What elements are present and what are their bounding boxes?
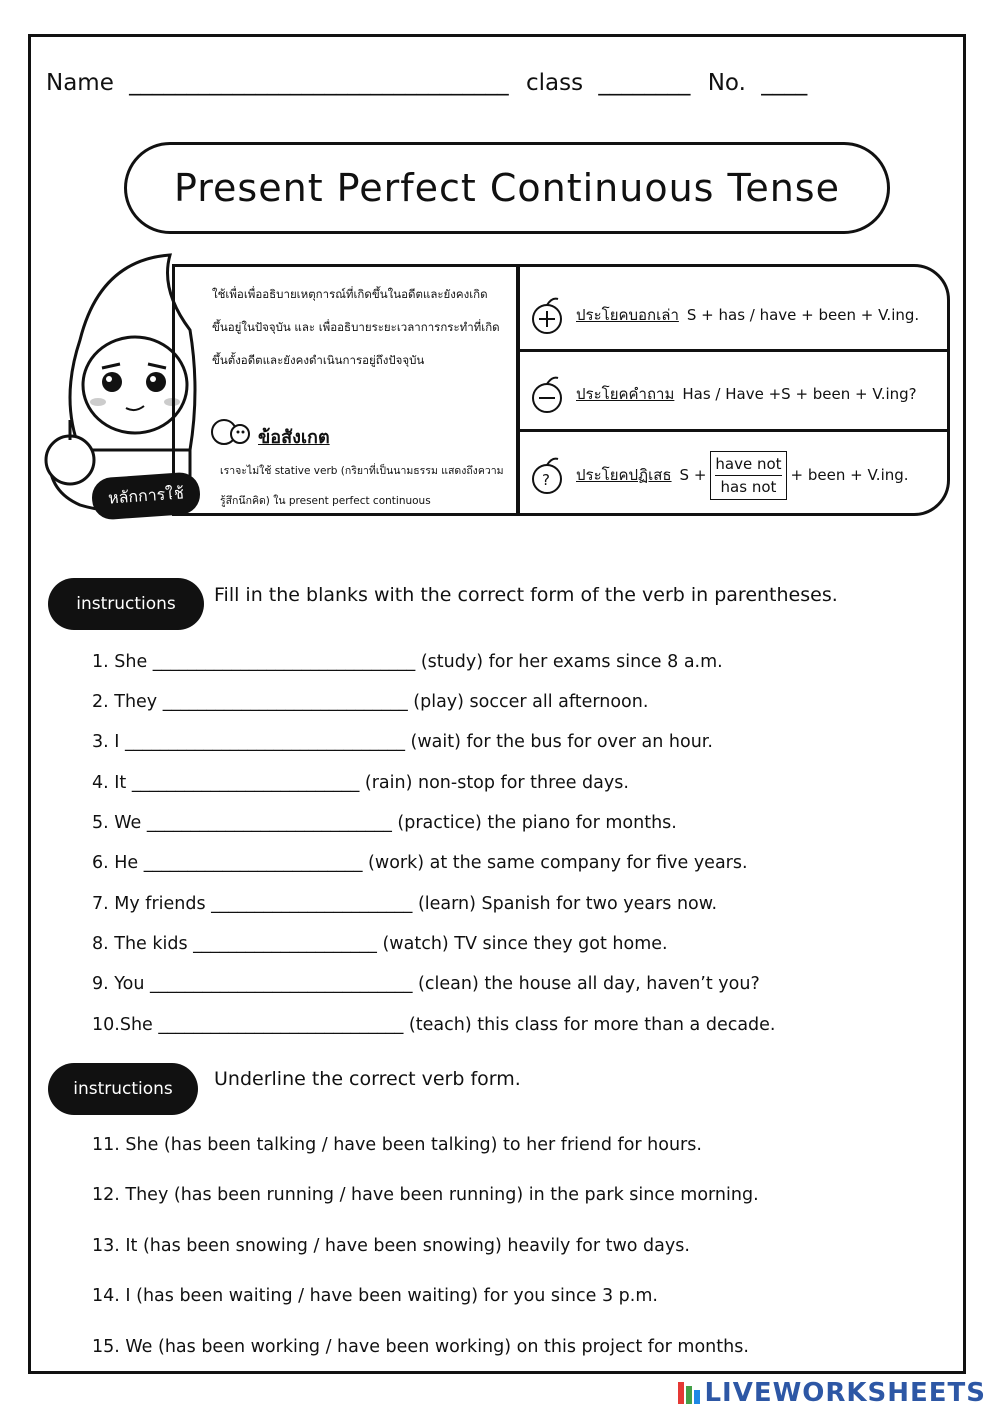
question-12[interactable]: 12. They (has been running / have been running) in the park since morning. [92,1185,759,1205]
instruction-2: Underline the correct verb form. [214,1068,521,1090]
page-title: Present Perfect Continuous Tense [124,142,890,234]
negative-suffix: + been + V.ing. [790,466,909,484]
question-6[interactable]: 6. He _________________________ (work) at the same company for five years. [92,853,748,873]
affirmative-formula: S + has / have + been + V.ing. [686,306,920,324]
question-formula: Has / Have +S + been + V.ing? [682,385,917,403]
no-label: No. [707,70,746,96]
apple-worm-icon [210,416,254,446]
question-13[interactable]: 13. It (has been snowing / have been snowing) heavily for two days. [92,1236,690,1256]
question-11[interactable]: 11. She (has been talking / have been talking) to her friend for hours. [92,1135,702,1155]
notice-title: ข้อสังเกต [258,427,330,448]
instructions-pill-1: instructions [48,578,204,630]
name-blank[interactable]: _________________________________ [129,70,509,96]
structure-negative [530,438,945,512]
rule-divider [518,349,948,352]
question-14[interactable]: 14. I (has been waiting / have been waiting) for you since 3 p.m. [92,1286,658,1306]
notice-text: เราจะไม่ใช้ stative verb (กริยาที่เป็นนามธรรม แสดงถึงความรู้สึกนึกคิด) ใน present perfect continuous [220,465,504,507]
negative-label: ประโยคปฏิเสธ [576,466,672,484]
class-blank[interactable]: ________ [598,70,691,96]
apple-plus-icon [530,295,564,335]
question-9[interactable]: 9. You ______________________________ (clean) the house all day, haven’t you? [92,974,760,994]
structure-question [530,360,945,428]
name-label: Name [46,70,114,96]
negative-auxiliary-box [710,451,786,500]
question-8[interactable]: 8. The kids _____________________ (watch) TV since they got home. [92,934,668,954]
question-3[interactable]: 3. I ________________________________ (wait) for the bus for over an hour. [92,732,713,752]
instruction-1: Fill in the blanks with the correct form of the verb in parentheses. [214,584,838,606]
apple-minus-icon [530,374,564,414]
question-10[interactable]: 10.She ____________________________ (teach) this class for more than a decade. [92,1015,776,1035]
liveworksheets-mark-icon [678,1382,700,1404]
question-2[interactable]: 2. They ____________________________ (play) soccer all afternoon. [92,692,649,712]
neg-have-not: have not [715,453,781,476]
student-info-line [46,70,956,96]
neg-has-not: has not [720,477,777,496]
rule-divider [516,264,520,516]
affirmative-label: ประโยคบอกเล่า [576,306,679,324]
apple-question-icon [530,455,564,495]
structure-affirmative [530,282,945,348]
svg-text:?: ? [542,471,550,489]
negative-prefix: S + [679,466,707,484]
instructions-pill-2: instructions [48,1063,198,1115]
question-5[interactable]: 5. We ____________________________ (practice) the piano for months. [92,813,677,833]
usage-description: ใช้เพื่อเพื่ออธิบายเหตุการณ์ที่เกิดขึ้นในอดีตและยังคงเกิดขึ้นอยู่ในปัจจุบัน และ เพื่ออธิบายระยะเวลาการกระทำที่เกิดขึ้นตั้งอดีตและยังคงดำเนินการอยู่ถึงปัจจุบัน [212,287,500,367]
usage-badge: หลักการใช้ [91,471,202,520]
question-label: ประโยคคำถาม [576,385,675,403]
rule-divider [518,429,948,432]
no-blank[interactable]: ____ [761,70,808,96]
question-15[interactable]: 15. We (has been working / have been working) on this project for months. [92,1337,749,1357]
brand-text: LIVEWORKSHEETS [704,1378,986,1408]
question-7[interactable]: 7. My friends _______________________ (learn) Spanish for two years now. [92,894,718,914]
class-label: class [525,70,584,96]
question-4[interactable]: 4. It __________________________ (rain) non-stop for three days. [92,773,629,793]
question-1[interactable]: 1. She ______________________________ (study) for her exams since 8 a.m. [92,652,723,672]
liveworksheets-logo[interactable] [678,1378,986,1408]
